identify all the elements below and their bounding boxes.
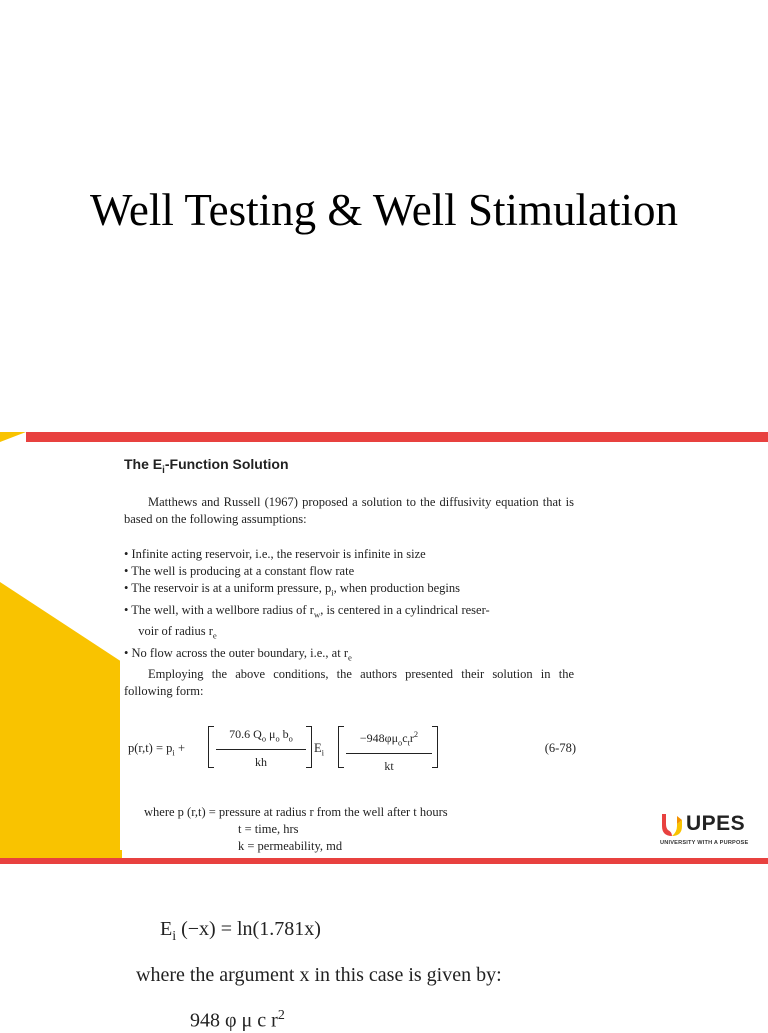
bracket-open-2 <box>338 726 344 768</box>
equation-lhs: $p(r,t) = p_i$ + <box>128 741 186 758</box>
intro-paragraph: Matthews and Russell (1967) proposed a solution to the diffusivity equation that is based on the following assumptions: <box>124 495 574 526</box>
yellow-decorative-shape <box>0 582 122 864</box>
upes-logo-mark-icon <box>660 812 684 838</box>
equation-6-78 <box>128 720 598 774</box>
content-slide <box>0 432 768 864</box>
bracket-close-2 <box>432 726 438 768</box>
title-slide <box>0 0 768 432</box>
equation-number: (6-78) <box>544 741 576 755</box>
list-item: • The well, with a wellbore radius of $r_w$, is centered in a cylindrical reser- voir of radius $r_e$ <box>124 602 490 641</box>
formula-slide <box>0 864 768 1032</box>
employing-paragraph: Employing the above conditions, the authors presented their solution in the following form: <box>124 667 574 698</box>
list-item: • Infinite acting reservoir, i.e., the reservoir is infinite in size <box>124 547 426 561</box>
section-heading: The $E_i$-Function Solution <box>124 456 289 476</box>
upes-logo <box>658 810 758 850</box>
yellow-corner-accent <box>0 432 26 442</box>
fraction-ei-argument: $-948\varphi\mu_oc_tr^2$ kt <box>346 726 432 775</box>
list-item: • No flow across the outer boundary, i.e., at $r_e$ <box>124 645 352 662</box>
definition-row: t = time, hrs <box>238 822 299 836</box>
argument-formula: 948 φ μ c $r^2$ <box>190 1008 285 1032</box>
argument-description: where the argument x in this case is given by: <box>136 964 502 986</box>
definition-row: k = permeability, md <box>238 839 343 853</box>
bracket-close-1 <box>306 726 312 768</box>
logo-tagline: UNIVERSITY WITH A PURPOSE <box>660 840 749 846</box>
definition-row: where p (r,t) = pressure at radius r from the well after t hours <box>144 805 448 819</box>
fraction-flow-term: $\frac{70.6 Q_o \mu_o b_o}{kh}$ <box>216 726 306 771</box>
list-item: • The reservoir is at a uniform pressure, $p_i$, when production begins <box>124 581 461 598</box>
red-top-bar <box>26 432 768 442</box>
assumptions-list <box>124 546 584 666</box>
list-item: • The well is producing at a constant flow rate <box>124 564 355 578</box>
scanned-document <box>120 450 620 853</box>
logo-name: UPES <box>686 812 746 835</box>
ei-approximation: $E_i$ (−x) = ln(1.781x) <box>160 918 321 944</box>
ei-symbol: $E_i$ <box>314 741 325 758</box>
bracket-open-1 <box>208 726 214 768</box>
slide-title: Well Testing & Well Stimulation <box>90 185 678 235</box>
